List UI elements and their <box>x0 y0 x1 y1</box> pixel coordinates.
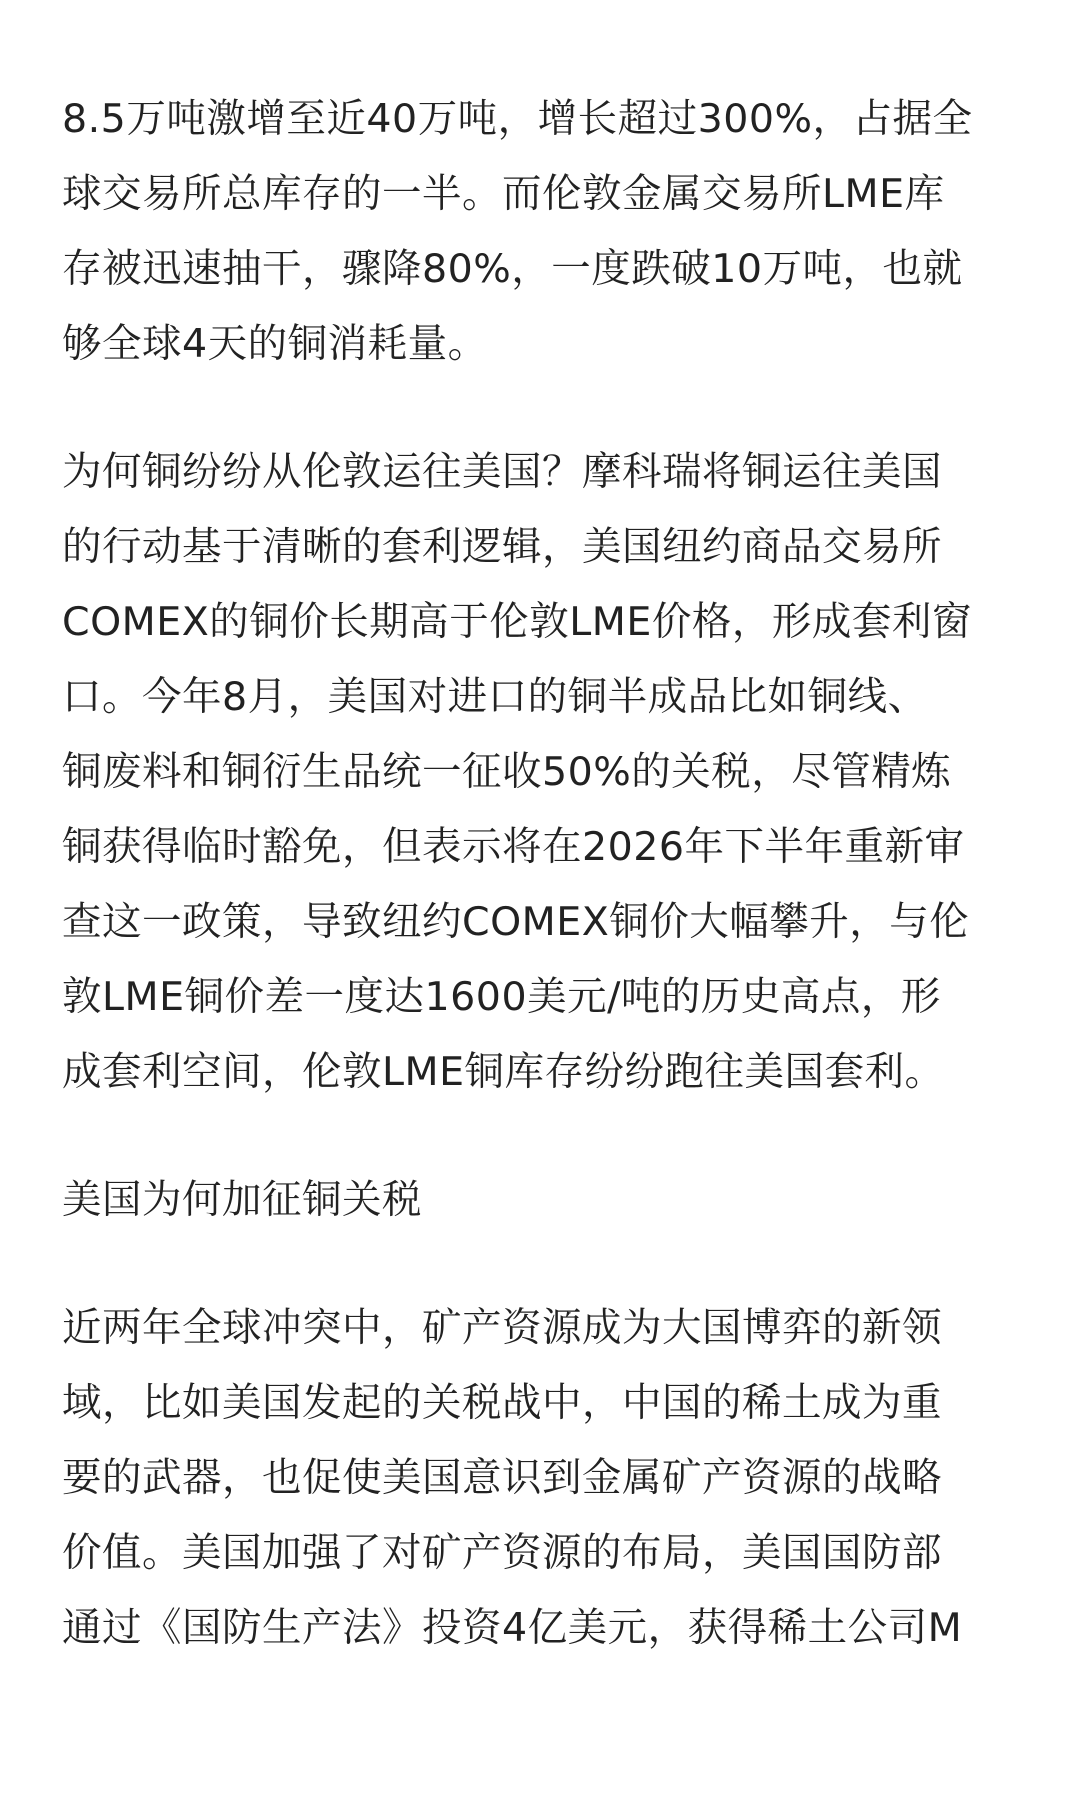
text-line: 铜获得临时豁免，但表示将在2026年下半年重新审 <box>62 824 965 870</box>
text-line: 成套利空间，伦敦LME铜库存纷纷跑往美国套利。 <box>62 1049 945 1095</box>
text-line: 存被迅速抽干，骤降80%，一度跌破10万吨，也就 <box>62 246 963 292</box>
section-heading: 美国为何加征铜关税 <box>62 1177 422 1223</box>
paragraph-inventory <box>62 82 1020 382</box>
text-line: COMEX的铜价长期高于伦敦LME价格，形成套利窗 <box>62 599 972 645</box>
text-line: 价值。美国加强了对矿产资源的布局，美国国防部 <box>62 1530 942 1576</box>
text-line: 域，比如美国发起的关税战中，中国的稀土成为重 <box>62 1380 942 1426</box>
text-line: 要的武器，也促使美国意识到金属矿产资源的战略 <box>62 1455 942 1501</box>
paragraph-tariff <box>62 1291 1020 1666</box>
text-line: 铜废料和铜衍生品统一征收50%的关税，尽管精炼 <box>62 749 952 795</box>
text-line: 口。今年8月，美国对进口的铜半成品比如铜线、 <box>62 674 928 720</box>
text-line: 敦LME铜价差一度达1600美元/吨的历史高点，形 <box>62 974 941 1020</box>
text-line: 球交易所总库存的一半。而伦敦金属交易所LME库 <box>62 171 945 217</box>
text-line: 近两年全球冲突中，矿产资源成为大国博弈的新领 <box>62 1305 942 1351</box>
text-line: 为何铜纷纷从伦敦运往美国？摩科瑞将铜运往美国 <box>62 449 942 495</box>
text-line: 够全球4天的铜消耗量。 <box>62 321 488 367</box>
text-line: 的行动基于清晰的套利逻辑，美国纽约商品交易所 <box>62 524 942 570</box>
text-line: 通过《国防生产法》投资4亿美元，获得稀土公司M <box>62 1605 963 1651</box>
text-line: 查这一政策，导致纽约COMEX铜价大幅攀升，与伦 <box>62 899 970 945</box>
text-line: 8.5万吨激增至近40万吨，增长超过300%，占据全 <box>62 96 973 142</box>
article-body <box>62 82 1020 1719</box>
paragraph-arbitrage <box>62 435 1020 1110</box>
